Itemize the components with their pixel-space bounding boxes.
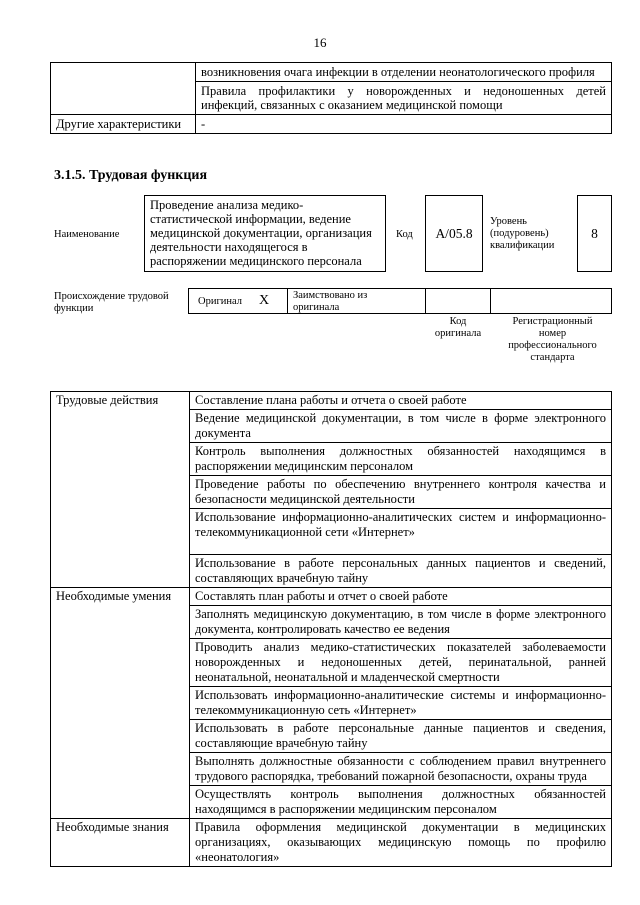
table-cell: Использование информационно-аналитических систем и информационно-телекоммуникационной сети «Интернет» <box>190 509 612 555</box>
table-row <box>51 392 612 410</box>
code-original-caption: Код оригинала <box>434 316 482 339</box>
section-label-skills: Необходимые умения <box>51 588 190 819</box>
function-code-box: А/05.8 <box>425 195 483 272</box>
original-label: Оригинал <box>198 296 242 307</box>
function-name-box: Проведение анализа медико-статистической информации, ведение медицинской документации, организация деятельности находящегося в распоряжении медицинского персонала <box>144 195 386 272</box>
page-number: 16 <box>313 35 327 50</box>
table-cell: Выполнять должностные обязанности с соблюдением правил внутреннего трудового распорядка, требований пожарной безопасности, охраны труда <box>190 753 612 786</box>
level-label: Уровень (подуровень) квалификации <box>490 216 555 251</box>
row-label: Другие характеристики <box>51 115 196 134</box>
table-cell: Составление плана работы и отчета о своей работе <box>190 392 612 410</box>
code-label: Код <box>396 229 413 240</box>
section-title: 3.1.5. Трудовая функция <box>54 168 208 183</box>
divider <box>425 288 426 314</box>
section-label-actions: Трудовые действия <box>51 392 190 588</box>
table-cell: Осуществлять контроль выполнения должностных обязанностей находящимся в распоряжении медицинским персоналом <box>190 786 612 819</box>
table-row <box>51 115 612 134</box>
borrowed-label: Заимствовано из оригинала <box>293 290 368 313</box>
table-cell: возникновения очага инфекции в отделении неонатологического профиля <box>196 63 612 82</box>
divider <box>287 288 288 314</box>
section-label-knowledge: Необходимые знания <box>51 819 190 867</box>
table-row <box>51 63 612 82</box>
divider <box>490 288 491 314</box>
table-cell-empty <box>51 63 196 115</box>
origin-label: Происхождение трудовой функции <box>54 291 169 314</box>
table-cell: Контроль выполнения должностных обязанностей находящимся в распоряжении медицинским персоналом <box>190 443 612 476</box>
table-cell: Использовать в работе персональные данные пациентов и сведения, составляющие врачебную тайну <box>190 720 612 753</box>
table-row <box>51 588 612 606</box>
reg-number-caption: Регистрационный номер профессионального стандарта <box>508 316 597 363</box>
table-cell: Использовать информационно-аналитические системы и информационно-телекоммуникационную сеть «Интернет» <box>190 687 612 720</box>
table-cell: Проведение работы по обеспечению внутреннего контроля качества и безопасности медицинской деятельности <box>190 476 612 509</box>
table-cell: Ведение медицинской документации, в том числе в форме электронного документа <box>190 410 612 443</box>
table-cell: Составлять план работы и отчет о своей работе <box>190 588 612 606</box>
table-cell: Заполнять медицинскую документацию, в том числе в форме электронного документа, контролировать качество ее ведения <box>190 606 612 639</box>
name-label: Наименование <box>54 229 120 240</box>
top-continuation-table <box>50 62 612 134</box>
table-cell: - <box>196 115 612 134</box>
table-cell: Использование в работе персональных данных пациентов и сведений, составляющих врачебную тайну <box>190 555 612 588</box>
table-cell: Проводить анализ медико-статистических показателей заболеваемости новорожденных и недоношенных детей, перинатальной, ранней неонатальной, неонатальной и младенческой смертности <box>190 639 612 687</box>
table-cell: Правила оформления медицинской документации в медицинских организациях, оказывающих медицинскую помощь по профилю «неонатология» <box>190 819 612 867</box>
competencies-table <box>50 391 612 867</box>
table-row <box>51 819 612 867</box>
original-mark: X <box>259 293 270 308</box>
table-cell: Правила профилактики у новорожденных и недоношенных детей инфекций, связанных с оказанием медицинской помощи <box>196 82 612 115</box>
level-box: 8 <box>577 195 612 272</box>
